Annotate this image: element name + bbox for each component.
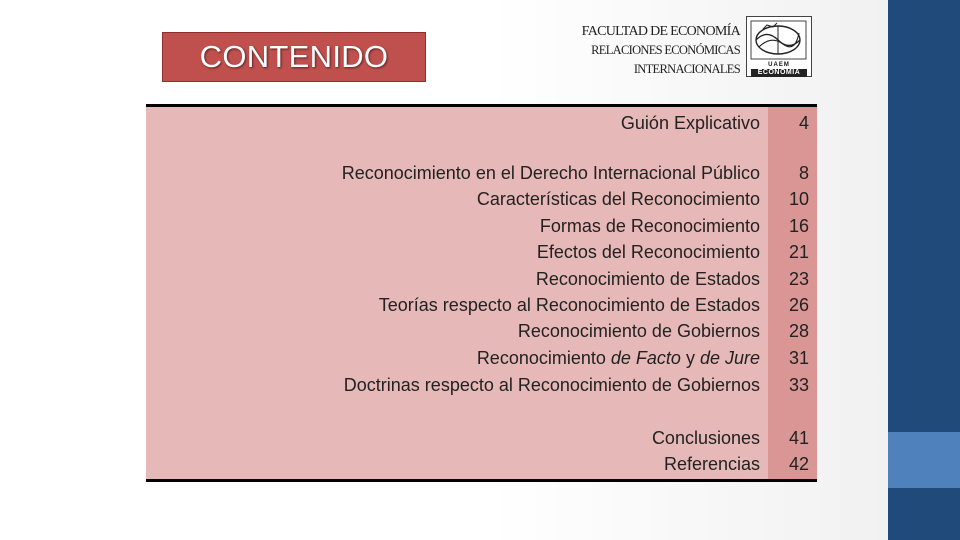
toc-page-number: 4 (798, 113, 809, 133)
toc-row (146, 186, 768, 212)
globe-icon (747, 17, 810, 62)
title-box (162, 32, 426, 82)
toc-label: Teorías respecto al Reconocimiento de Estados (378, 294, 760, 315)
toc-row (146, 425, 768, 451)
toc-page-number: 10 (788, 189, 809, 209)
logo-bottom-text: ECONOMIA (751, 69, 807, 77)
toc-row (146, 110, 768, 136)
toc-row (146, 239, 768, 265)
toc-row (146, 345, 768, 371)
toc-page-number: 31 (788, 348, 809, 368)
toc-label: Referencias (663, 453, 760, 474)
toc-page-number: 16 (788, 216, 809, 236)
right-accent-block (888, 432, 960, 488)
toc-label: Características del Reconocimiento (476, 188, 760, 209)
toc-row (146, 372, 768, 398)
faculty-line-3: INTERNACIONALES (633, 62, 740, 76)
toc-label: Conclusiones (651, 427, 760, 448)
toc-row (146, 451, 768, 477)
toc-page-number: 33 (788, 375, 809, 395)
toc-page-number: 42 (788, 454, 809, 474)
toc-page-number: 28 (788, 321, 809, 341)
toc-label: Reconocimiento de Estados (535, 268, 760, 289)
toc-row (146, 292, 768, 318)
toc-label-part: de Facto (610, 347, 681, 368)
toc-row (146, 213, 768, 239)
toc-page-number: 26 (788, 295, 809, 315)
toc-page-number: 8 (798, 163, 809, 183)
toc-page-number: 23 (788, 269, 809, 289)
toc-label-part: y (680, 347, 700, 368)
faculty-line-1: FACULTAD DE ECONOMÍA (581, 24, 740, 39)
toc-row (146, 318, 768, 344)
faculty-logo (746, 16, 812, 77)
toc-label: Formas de Reconocimiento (539, 215, 760, 236)
toc-label: Efectos del Reconocimiento (536, 241, 760, 262)
toc-row (146, 160, 768, 186)
page-title: CONTENIDO (199, 39, 389, 74)
toc-label-part: Reconocimiento (476, 347, 611, 368)
toc-row (146, 266, 768, 292)
toc-page-number: 41 (788, 428, 809, 448)
toc-label: Reconocimiento en el Derecho Internacional Público (341, 162, 760, 183)
faculty-line-2: RELACIONES ECONÓMICAS (591, 43, 740, 57)
logo-top-text: UAEM (768, 62, 790, 68)
toc-page-number: 21 (788, 242, 809, 262)
toc-label: Doctrinas respecto al Reconocimiento de Gobiernos (343, 374, 760, 395)
toc-label (146, 348, 768, 369)
faculty-header (570, 22, 740, 79)
toc-label-part: de Jure (699, 347, 760, 368)
toc-label: Guión Explicativo (620, 112, 760, 133)
toc-label: Reconocimiento de Gobiernos (517, 320, 760, 341)
